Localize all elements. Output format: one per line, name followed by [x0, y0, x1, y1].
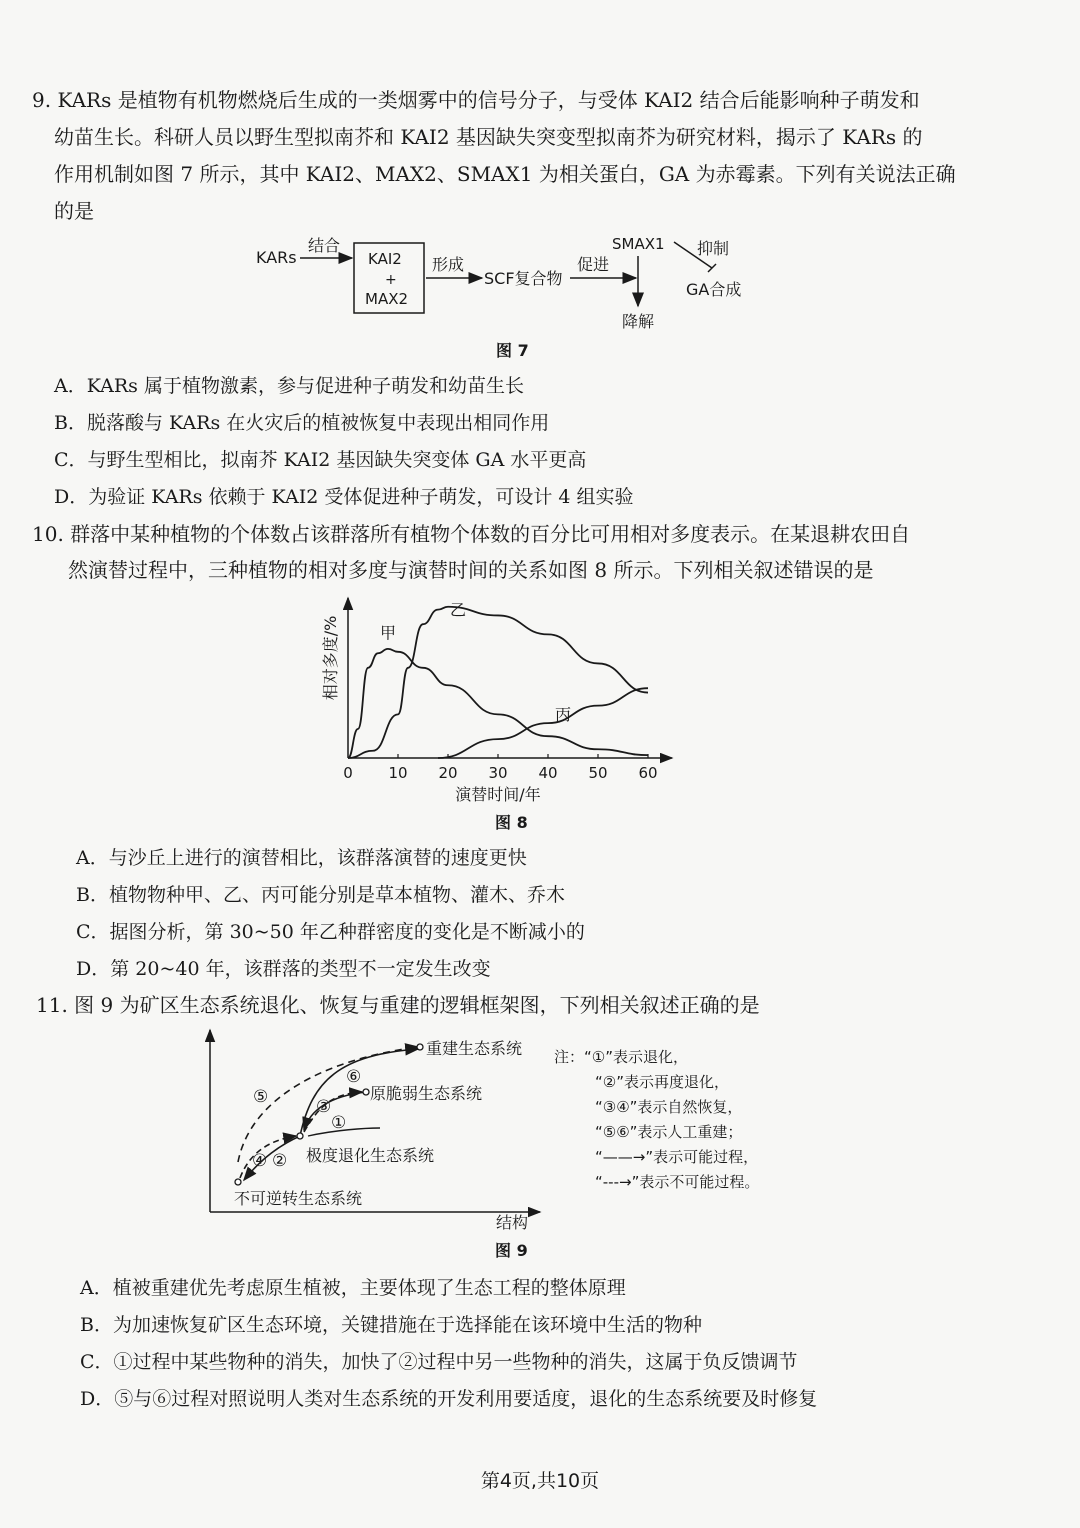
fig7-kars: KARs: [256, 248, 297, 267]
x-tick-label: 40: [538, 764, 558, 782]
q9-option-a: A．KARs 属于植物激素，参与促进种子萌发和幼苗生长: [54, 375, 524, 397]
q9-option-b: B．脱落酸与 KARs 在火灾后的植被恢复中表现出相同作用: [54, 412, 550, 434]
y-axis-label: 相对多度/%: [321, 615, 340, 701]
fig9-note-4: “⑤⑥”表示人工重建；: [595, 1123, 743, 1141]
q11-option-b: B．为加速恢复矿区生态环境，关键措施在于选择能在该环境中生活的物种: [80, 1314, 702, 1336]
q10-stem-line-2: 然演替过程中，三种植物的相对多度与演替时间的关系如图 8 所示。下列相关叙述错误的是: [68, 558, 874, 582]
fig7-form-label: 形成: [432, 255, 465, 274]
fig9-note-2: “②”表示再度退化，: [595, 1073, 729, 1091]
fig9-label-5: ⑤: [253, 1087, 269, 1107]
fig7-inhibit-label: 抑制: [697, 239, 730, 258]
fig9-node-rebuilt: [417, 1044, 423, 1050]
fig7-smax1: SMAX1: [612, 235, 665, 253]
fig9-note-6: “---→”表示不可能过程。: [595, 1173, 760, 1191]
fig7-promote-label: 促进: [577, 255, 610, 274]
q11-stem: 11. 图 9 为矿区生态系统退化、恢复与重建的逻辑框架图，下列相关叙述正确的是: [36, 993, 760, 1017]
series-label-3: 丙: [554, 705, 572, 725]
fig9-node-fragile: [363, 1089, 369, 1095]
fig9-rebuilt: 重建生态系统: [426, 1039, 523, 1058]
x-tick-label: 10: [388, 764, 408, 782]
fig9-label-4: ④: [252, 1151, 268, 1171]
fig9-label-3: ③: [316, 1097, 332, 1117]
fig9-fragile: 原脆弱生态系统: [370, 1084, 483, 1103]
fig9-label-6: ⑥: [346, 1067, 362, 1087]
figure-7-caption: 图 7: [496, 341, 529, 360]
q10-option-b: B．植物物种甲、乙、丙可能分别是草本植物、灌木、乔木: [76, 884, 565, 906]
fig9-degraded: 极度退化生态系统: [306, 1146, 435, 1165]
fig7-max2: MAX2: [365, 290, 409, 308]
fig9-note-5: “——→”表示可能过程，: [595, 1148, 759, 1166]
fig9-irreversible: 不可逆转生态系统: [234, 1189, 363, 1208]
q10-stem-line-1: 10. 群落中某种植物的个体数占该群落所有植物个体数的百分比可用相对多度表示。在某退耕农田自: [32, 522, 911, 546]
q9-option-d: D．为验证 KARs 依赖于 KAI2 受体促进种子萌发，可设计 4 组实验: [54, 486, 634, 508]
fig9-xlabel: 结构: [496, 1213, 529, 1232]
fig7-scf: SCF复合物: [484, 269, 563, 288]
q10-option-c: C．据图分析，第 30~50 年乙种群密度的变化是不断减小的: [76, 921, 585, 943]
q9-stem-line-3: 作用机制如图 7 所示，其中 KAI2、MAX2、SMAX1 为相关蛋白，GA 为赤霉素。下列有关说法正确: [54, 162, 956, 186]
q9-option-c: C．与野生型相比，拟南芥 KAI2 基因缺失突变体 GA 水平更高: [54, 449, 587, 471]
fig9-label-2: ②: [272, 1151, 288, 1171]
q10-option-d: D．第 20~40 年，该群落的类型不一定发生改变: [76, 958, 491, 980]
q11-option-d: D．⑤与⑥过程对照说明人类对生态系统的开发利用要适度，退化的生态系统要及时修复: [80, 1388, 818, 1410]
fig7-ga: GA合成: [686, 280, 742, 299]
page-footer: 第4页,共10页: [480, 1470, 600, 1492]
fig7-bind-label: 结合: [308, 236, 341, 255]
fig9-note-1: 注：“①”表示退化，: [554, 1048, 688, 1066]
fig7-plus: +: [385, 272, 397, 288]
fig9-node-irreversible: [235, 1179, 241, 1185]
figure-8-caption: 图 8: [495, 813, 528, 832]
x-tick-label: 30: [488, 764, 508, 782]
x-tick-label: 0: [343, 764, 353, 782]
fig9-label-1: ①: [331, 1113, 347, 1133]
q9-stem-line-1: 9. KARs 是植物有机物燃烧后生成的一类烟雾中的信号分子，与受体 KAI2 结合后能影响种子萌发和: [32, 88, 920, 112]
fig7-degrade-label: 降解: [622, 312, 655, 331]
series-label-2: 乙: [449, 600, 467, 620]
q10-option-a: A．与沙丘上进行的演替相比，该群落演替的速度更快: [76, 847, 527, 869]
series-label-1: 甲: [379, 623, 397, 643]
fig9-note-3: “③④”表示自然恢复，: [595, 1098, 743, 1116]
q11-option-a: A．植被重建优先考虑原生植被，主要体现了生态工程的整体原理: [80, 1277, 626, 1299]
x-tick-label: 60: [638, 764, 658, 782]
fig7-kai2: KAI2: [368, 250, 402, 268]
q11-option-c: C．①过程中某些物种的消失，加快了②过程中另一些物种的消失，这属于负反馈调节: [80, 1351, 798, 1373]
fig9-node-degraded: [297, 1133, 303, 1139]
q9-stem-line-2: 幼苗生长。科研人员以野生型拟南芥和 KAI2 基因缺失突变型拟南芥为研究材料，揭示了 KARs 的: [54, 125, 923, 149]
x-tick-label: 20: [438, 764, 458, 782]
x-axis-label: 演替时间/年: [455, 785, 541, 804]
q9-stem-line-4: 的是: [54, 199, 94, 223]
x-tick-label: 50: [588, 764, 608, 782]
figure-9-caption: 图 9: [495, 1241, 528, 1260]
